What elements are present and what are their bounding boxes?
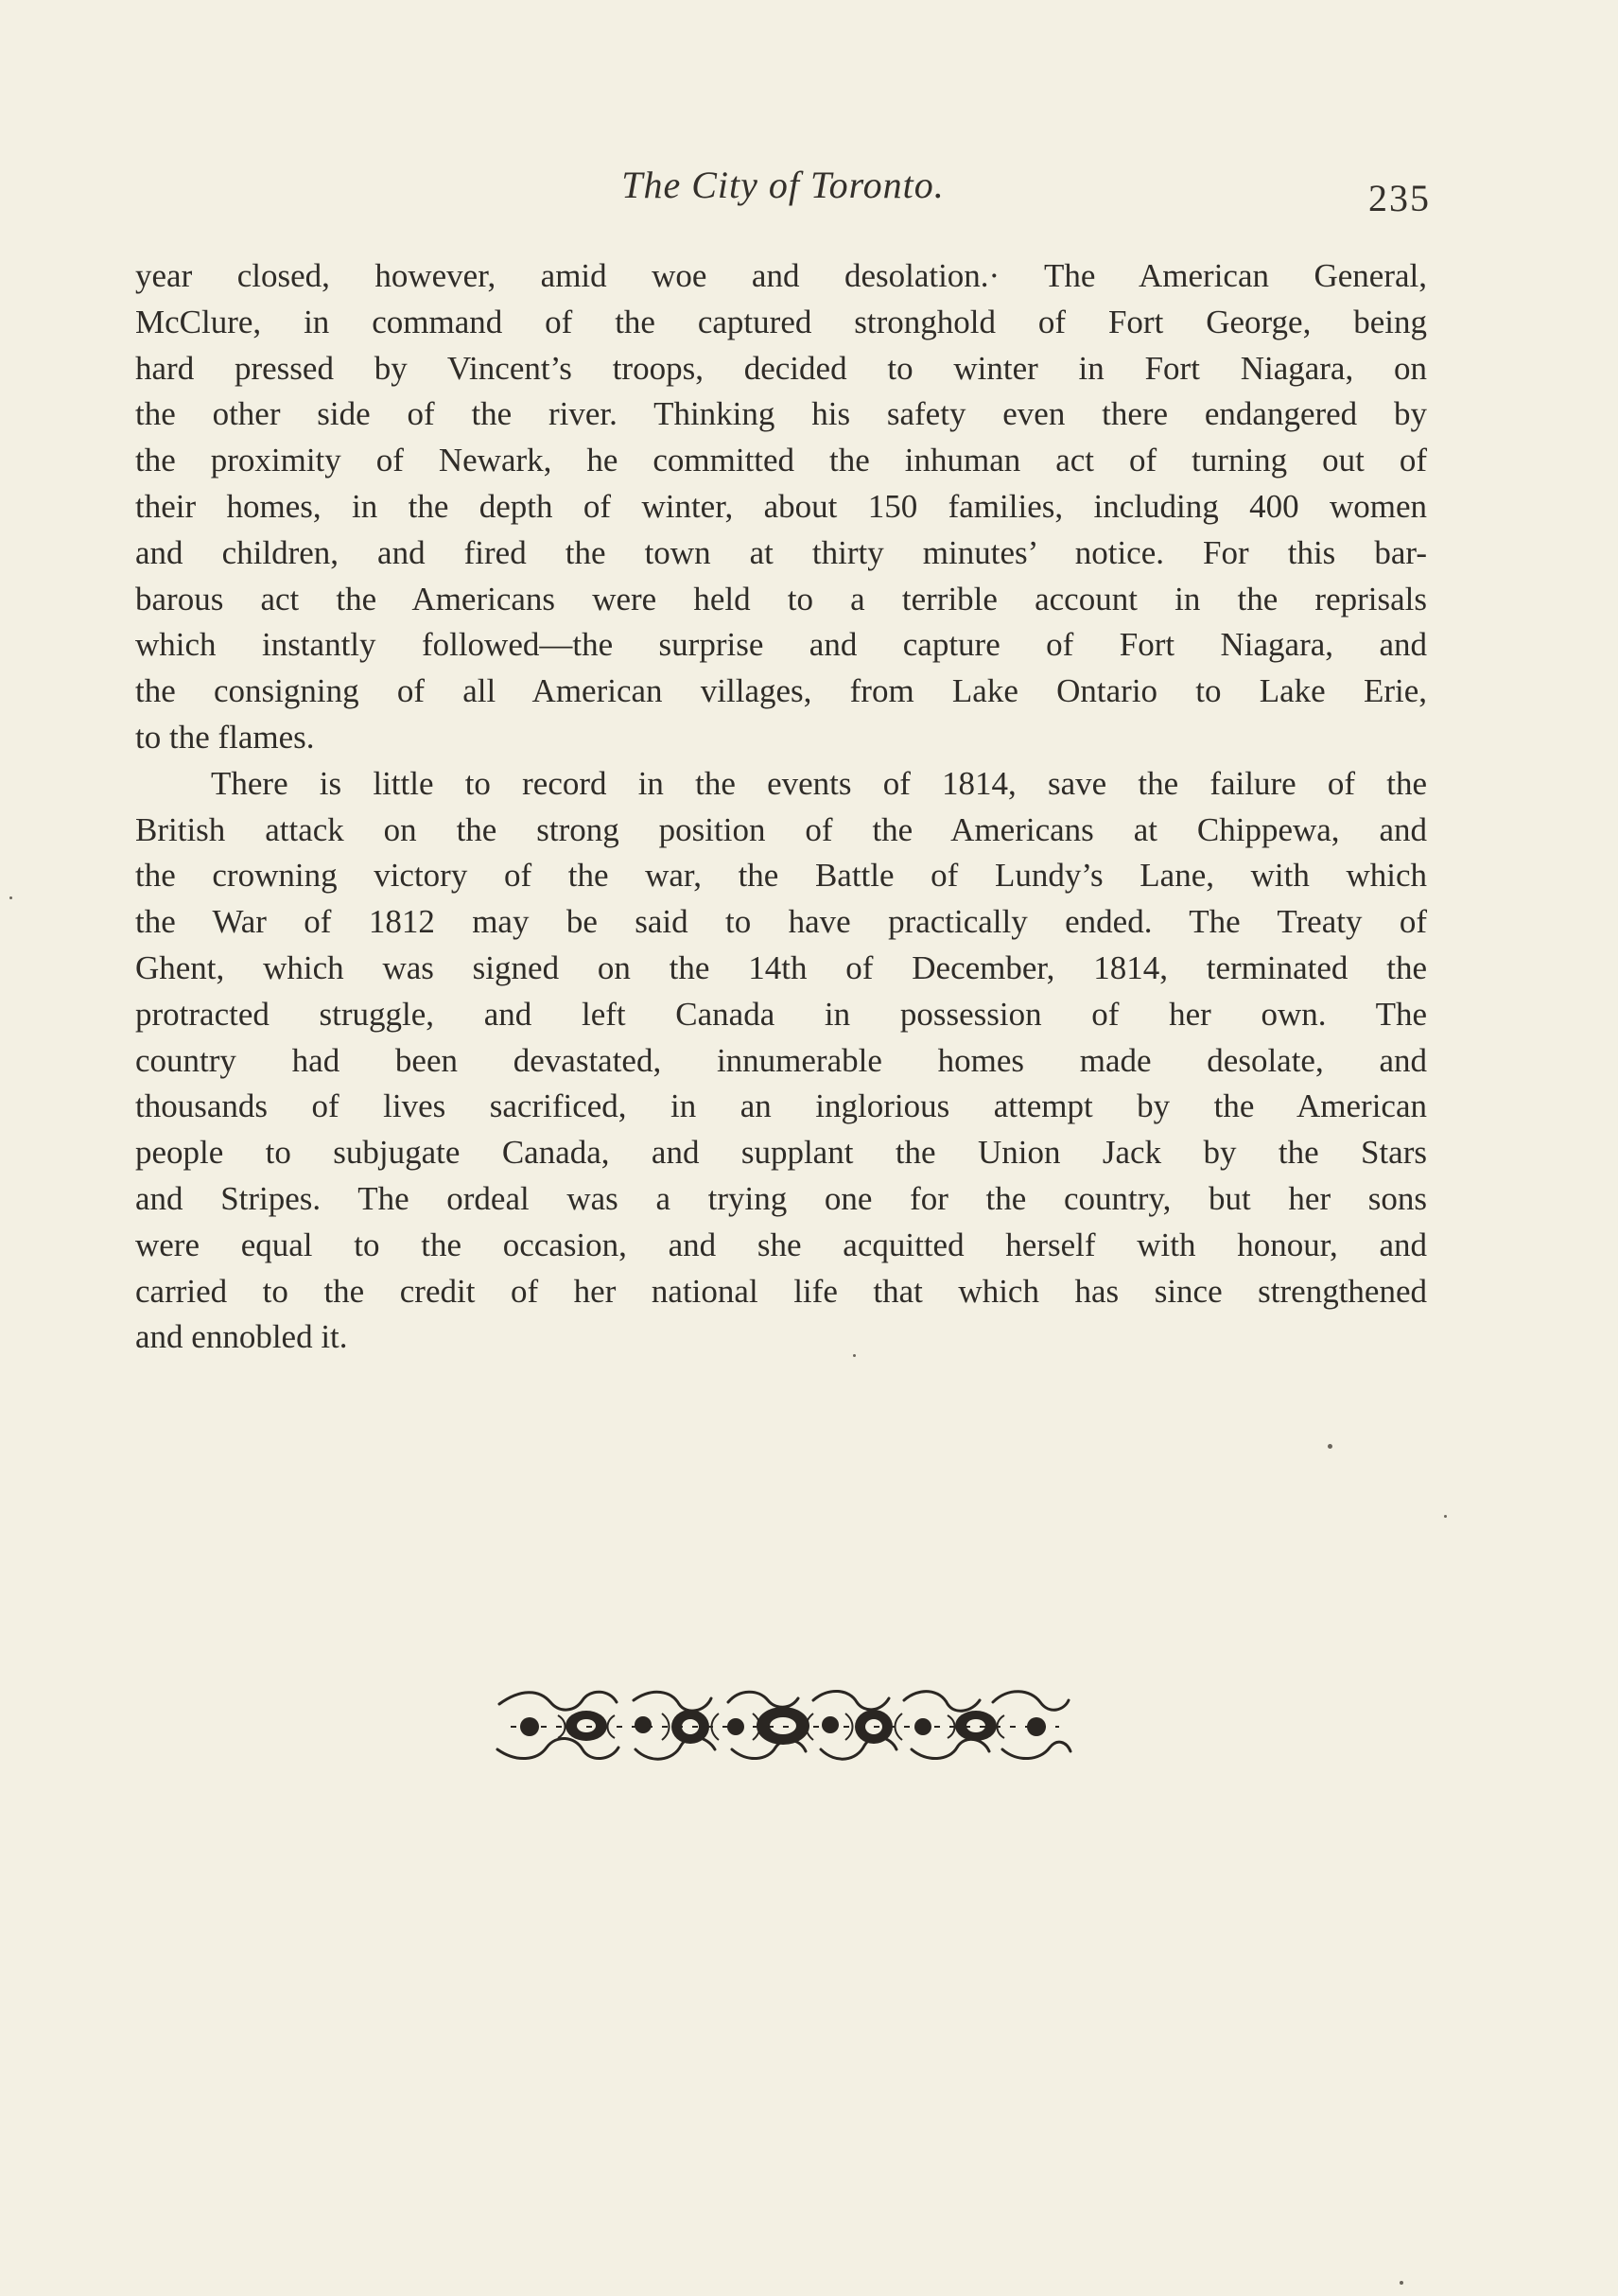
paper-speck — [1444, 1515, 1447, 1518]
text-line: British attack on the strong position of the Americans at Chippewa, and — [135, 810, 1427, 848]
text-line: thousands of lives sacrificed, in an inglorious attempt by the American — [135, 1087, 1427, 1125]
text-line: their homes, in the depth of winter, about 150 families, including 400 women — [135, 487, 1427, 525]
text-line: the crowning victory of the war, the Battle of Lundy’s Lane, with which — [135, 857, 1427, 895]
paper-speck — [853, 1354, 856, 1357]
text-line: the proximity of Newark, he committed the inhuman act of turning out of — [135, 442, 1427, 479]
scroll-ornament-icon — [492, 1683, 1074, 1768]
text-line: hard pressed by Vincent’s troops, decided to winter in Fort Niagara, on — [135, 349, 1427, 387]
text-line: McClure, in command of the captured stronghold of Fort George, being — [135, 303, 1427, 340]
text-line: and ennobled it. — [135, 1318, 348, 1356]
running-header — [135, 163, 1431, 219]
text-line: country had been devastated, innumerable homes made desolate, and — [135, 1041, 1427, 1079]
text-line: people to subjugate Canada, and supplant the Union Jack by the Stars — [135, 1134, 1427, 1172]
text-line: were equal to the occasion, and she acquitted herself with honour, and — [135, 1226, 1427, 1263]
running-title: The City of Toronto. — [621, 164, 945, 206]
text-line: year closed, however, amid woe and desolation.· The American General, — [135, 257, 1427, 294]
text-line: There is little to record in the events of 1814, save the failure of the — [211, 764, 1427, 802]
text-line: carried to the credit of her national life that which has since strengthened — [135, 1272, 1427, 1310]
text-line: protracted struggle, and left Canada in possession of her own. The — [135, 995, 1427, 1033]
paper-speck — [1400, 2281, 1403, 2285]
page-number: 235 — [1368, 177, 1431, 219]
text-line: Ghent, which was signed on the 14th of December, 1814, terminated the — [135, 948, 1427, 986]
text-line: and Stripes. The ordeal was a trying one for the country, but her sons — [135, 1179, 1427, 1217]
paper-speck — [9, 896, 12, 899]
text-line: the other side of the river. Thinking his safety even there endangered by — [135, 395, 1427, 433]
text-line: and children, and fired the town at thirty minutes’ notice. For this bar- — [135, 533, 1427, 571]
text-line: to the flames. — [135, 718, 315, 756]
paper-speck — [1328, 1444, 1332, 1449]
text-line: the consigning of all American villages, from Lake Ontario to Lake Erie, — [135, 672, 1427, 710]
body-text — [135, 253, 1427, 1361]
text-line: the War of 1812 may be said to have practically ended. The Treaty of — [135, 903, 1427, 941]
text-line: barous act the Americans were held to a terrible account in the reprisals — [135, 580, 1427, 617]
text-line: which instantly followed—the surprise and capture of Fort Niagara, and — [135, 626, 1427, 664]
